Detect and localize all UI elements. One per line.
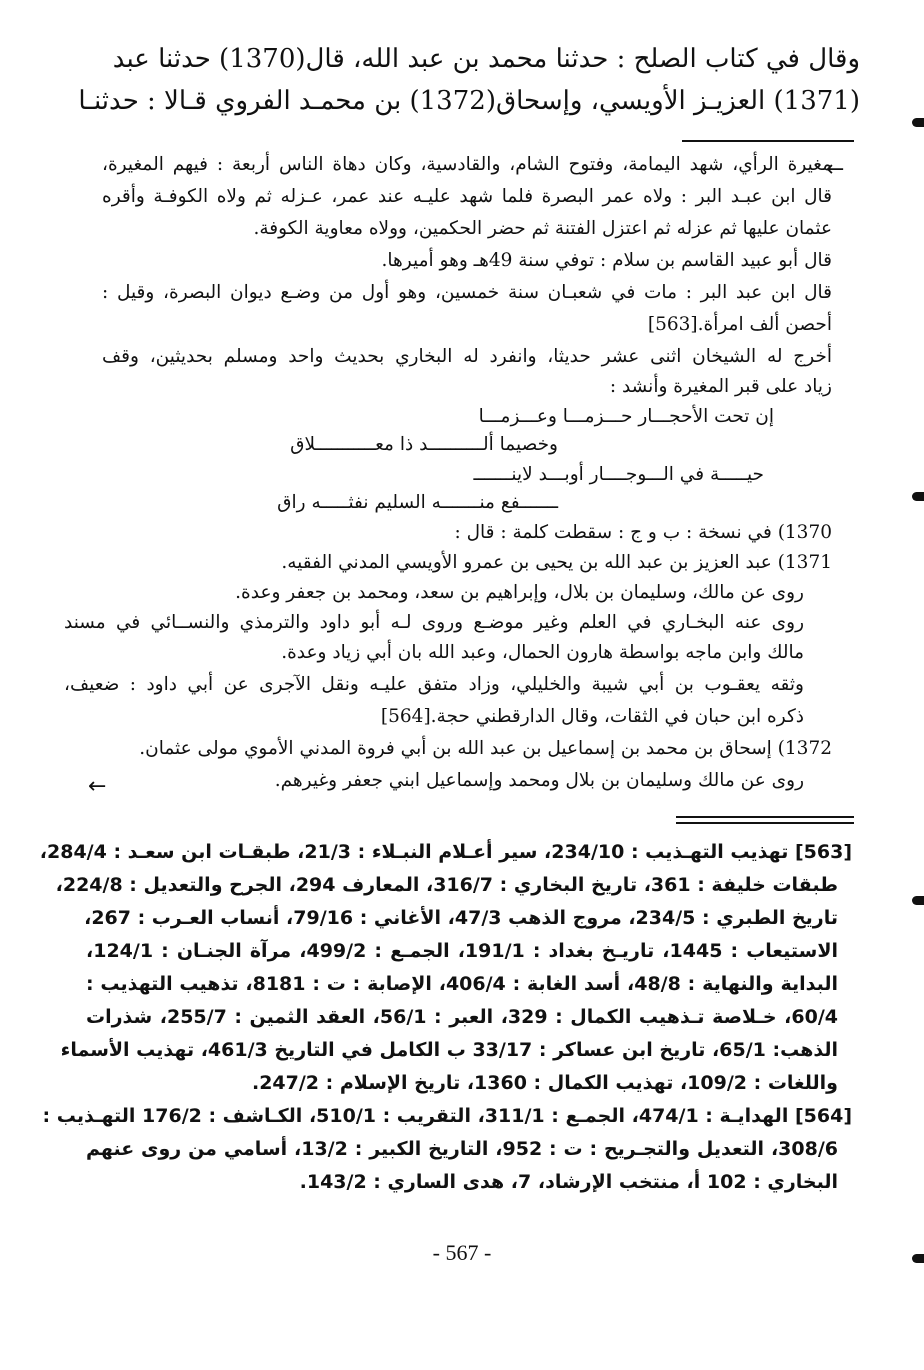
footnote-separator: [682, 140, 854, 142]
main-text-line-1: وقال في كتاب الصلح : حدثنا محمد بن عبد الله، قال(1370) حدثنا عبد: [112, 44, 860, 74]
verse-line: وخصيما ألــــــــــد ذا معـــــــــــلاق: [290, 434, 558, 455]
footnote-1372: 1372) إسحاق بن محمد بن إسماعيل بن عبد الله بن أبي فروة المدني الأموي مولى عثمان.: [139, 738, 832, 759]
source-line: [564] الهدايـة : 474/1، الجمـع : 311/1، التقريب : 510/1، الكـاشف : 176/2 التهـذيب :: [42, 1105, 852, 1127]
verse-line: حيـــــة في الـــوجــــار أوبـــد لاينـــــــ: [473, 464, 764, 485]
footnote-line: مغيرة الرأي، شهد اليمامة، وفتوح الشام، والقادسية، وكان دهاة الناس أربعة : فيهم المغيرة،: [102, 154, 832, 175]
source-line: طبقات خليفة : 361، تاريخ البخاري : 316/7، المعارف 294، الجرح والتعديل : 224/8،: [55, 874, 838, 896]
scan-mark: [912, 1254, 924, 1263]
source-line: واللغات : 109/2، تهذيب الكمال : 1360، تاريخ الإسلام : 247/2.: [251, 1072, 838, 1094]
continuation-arrow-icon: ←: [88, 774, 107, 799]
source-line: 60/4، خـلاصة تـذهيب الكمال : 329، العبر : 56/1، العقد الثمين : 255/7، شذرات: [86, 1006, 838, 1028]
footnote-line: زياد على قبر المغيرة وأنشد :: [609, 376, 832, 397]
scan-mark: [912, 492, 924, 501]
source-line: [563] تهذيب التهـذيب : 234/10، سير أعـلام النبـلاء : 21/3، طبقـات ابن سعـد : 284/4،: [39, 841, 852, 863]
source-line: البداية والنهاية : 48/8، أسد الغابة : 406/4، الإصابة : ت : 8181، تذهيب التهذيب :: [86, 973, 838, 995]
footnote-line: قال ابن عبـد البر : ولاه عمر البصرة فلما شهد عليـه عند عمر، عـزله ثم ولاه الكوفـة وأقره: [102, 186, 832, 207]
main-text-line-2: (1371) العزيـز الأويسي، وإسحاق(1372) بن محمـد الفروي قـالا : حدثنـا: [78, 86, 860, 116]
footnote-line: أحصن ألف امرأة.[563]: [647, 314, 832, 335]
footnote-line: روى عن مالك، وسليمان بن بلال، وإبراهيم بن سعد، ومحمد بن جعفر وعدة.: [235, 582, 804, 603]
page-number: - 567 -: [432, 1240, 492, 1265]
footnote-line: مالك وابن ماجه بواسطة هارون الحمال، وعبد الله بان أبي زياد وعدة.: [281, 642, 804, 663]
verse-line: إن تحت الأحجـــار حـــزمـــا وعـــزمـــا: [478, 406, 774, 427]
source-line: البخاري : 102 أ، منتخب الإرشاد، 7، هدى الساري : 143/2.: [299, 1171, 838, 1193]
verse-line: ـــــــفع منـــــــه السليم نفثـــــه راق: [277, 492, 558, 513]
source-line: 308/6، التعديل والتجـريح : ت : 952، التاريخ الكبير : 13/2، أسامي من روى عنهم: [86, 1138, 838, 1160]
scan-mark: [912, 118, 924, 127]
footnote-line: روى عن مالك وسليمان بن بلال ومحمد وإسماعيل ابني جعفر وغيرهم.: [274, 770, 804, 791]
footnote-line: أخرج له الشيخان اثنى عشر حديثا، وانفرد له البخاري بحديث واحد ومسلم بحديثين، وقف: [102, 346, 832, 367]
footnote-1371: 1371) عبد العزيز بن عبد الله بن يحيى بن عمرو الأويسي المدني الفقيه.: [281, 552, 832, 573]
footnote-1370: 1370) في نسخة : ب و ج : سقطت كلمة : قال :: [454, 522, 832, 543]
footnote-line: ذكره ابن حبان في الثقات، وقال الدارقطني حجة.[564]: [380, 706, 804, 727]
continuation-arrow-icon: ←: [826, 157, 845, 182]
sources-double-rule-top: [676, 816, 854, 818]
source-line: الاستيعاب : 1445، تاريـخ بغداد : 191/1، الجمـع : 499/2، مرآة الجنـان : 124/1،: [86, 940, 838, 962]
source-line: الذهب: 65/1، تاريخ ابن عساكر : 33/17 ب الكامل في التاريخ 461/3، تهذيب الأسماء: [60, 1039, 838, 1061]
footnote-line: عثمان عليها ثم عزله ثم اعتزل الفتنة ثم حضر الحكمين، وولاه معاوية الكوفة.: [253, 218, 832, 239]
scan-mark: [912, 896, 924, 905]
source-line: تاريخ الطبري : 234/5، مروج الذهب 47/3، الأغاني : 79/16، أنساب العـرب : 267،: [84, 907, 838, 929]
footnote-line: قال أبو عبيد القاسم بن سلام : توفي سنة 49هـ وهو أميرها.: [381, 250, 832, 271]
footnote-line: روى عنه البخـاري في العلم وغير موضـع وروى لـه أبو داود والترمذي والنســائي في مسند: [64, 612, 804, 633]
sources-double-rule-bottom: [676, 822, 854, 824]
footnote-line: قال ابن عبد البر : مات في شعبـان سنة خمسين، وهو أول من وضـع ديوان البصرة، وقيل :: [102, 282, 832, 303]
footnote-line: وثقه يعقـوب بن أبي شيبة والخليلي، وزاد متفق عليـه ونقل الآجرى عن أبي داود : ضعيف،: [64, 674, 804, 695]
